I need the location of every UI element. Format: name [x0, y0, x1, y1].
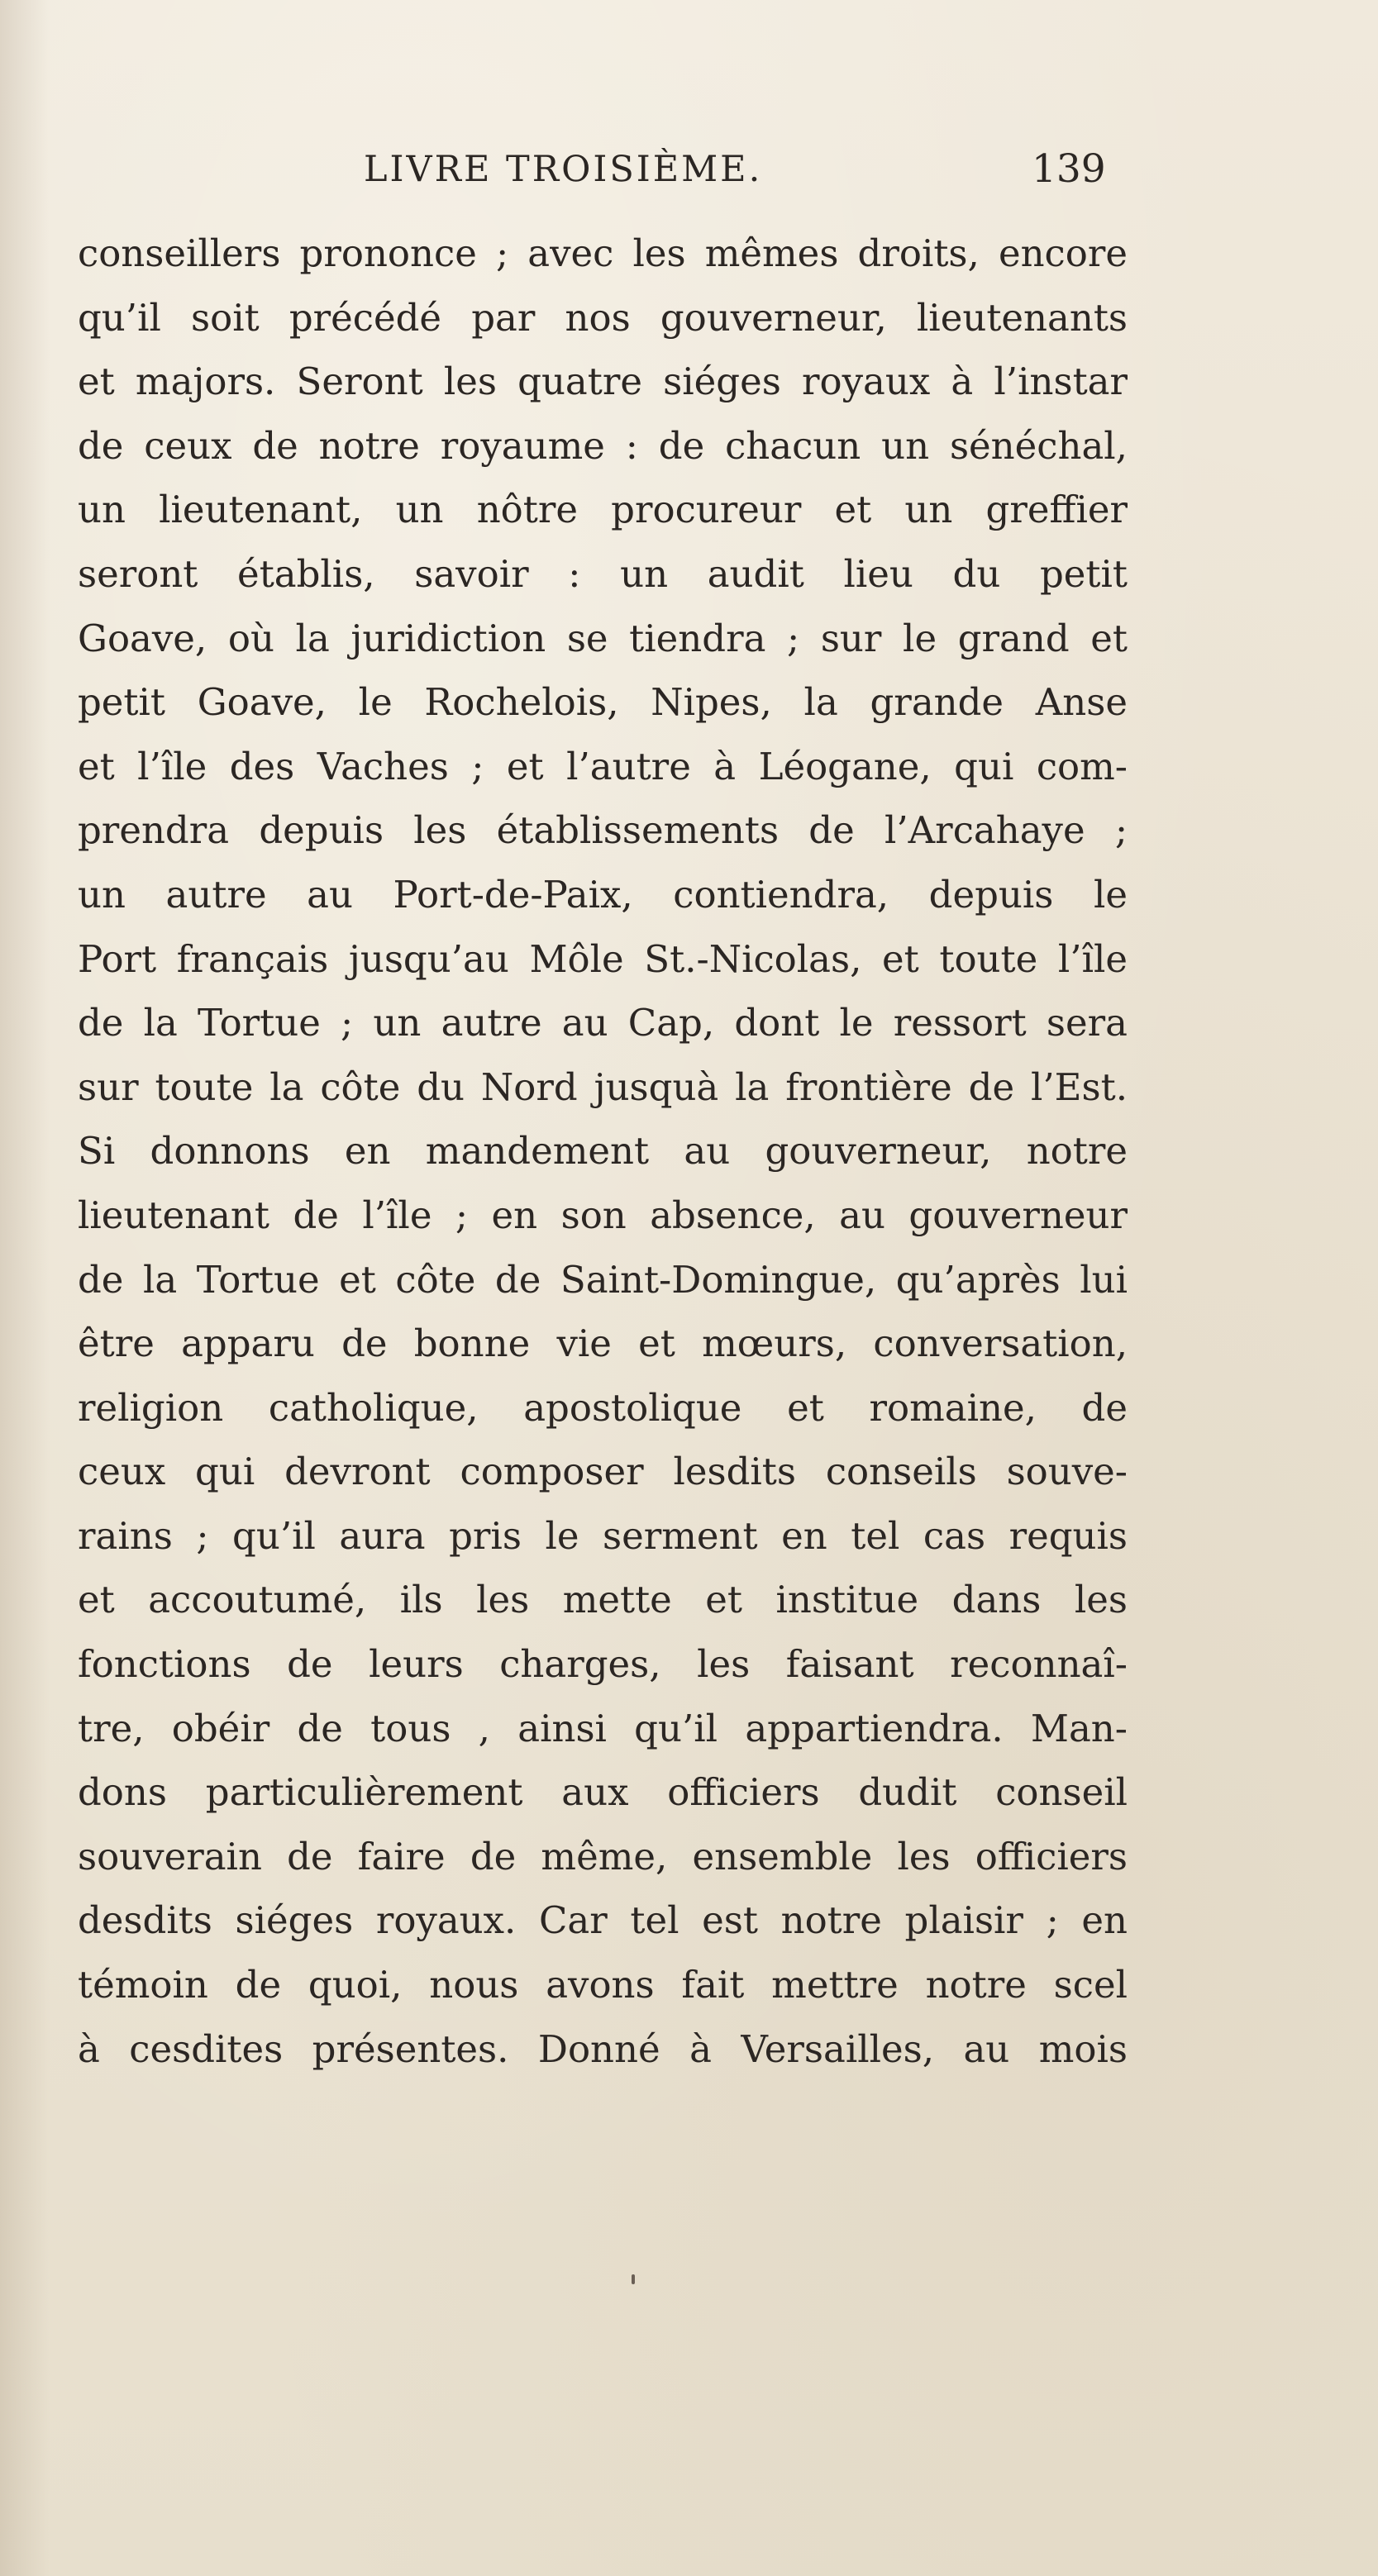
running-head — [0, 140, 1378, 198]
text-line: qu’il soit précédé par nos gouverneur, lieutenants — [78, 295, 1128, 340]
text-line: de la Tortue ; un autre au Cap, dont le ressort sera — [78, 1001, 1128, 1045]
text-line: témoin de quoi, nous avons fait mettre notre scel — [78, 1963, 1128, 2007]
text-line: être apparu de bonne vie et mœurs, conversation, — [78, 1321, 1128, 1366]
text-line: Si donnons en mandement au gouverneur, notre — [78, 1129, 1128, 1174]
text-line: conseillers prononce ; avec les mêmes droits, encore — [78, 231, 1128, 275]
page-number: 139 — [1032, 146, 1106, 192]
text-line: fonctions de leurs charges, les faisant reconnaî- — [78, 1642, 1128, 1687]
text-line: seront établis, savoir : un audit lieu du petit — [78, 551, 1128, 596]
running-title: LIVRE TROISIÈME. — [364, 149, 763, 190]
page-gutter-shadow — [0, 0, 50, 2576]
text-line: petit Goave, le Rochelois, Nipes, la grande Anse — [78, 680, 1128, 725]
text-line: un lieutenant, un nôtre procureur et un greffier — [78, 488, 1128, 532]
text-line: prendra depuis les établissements de l’Arcahaye ; — [78, 808, 1128, 853]
text-line: de ceux de notre royaume : de chacun un sénéchal, — [78, 423, 1128, 468]
text-line: Goave, où la juridiction se tiendra ; sur le grand et — [78, 616, 1128, 660]
text-line: tre, obéir de tous , ainsi qu’il appartiendra. Man- — [78, 1706, 1128, 1750]
text-line: rains ; qu’il aura pris le serment en tel cas requis — [78, 1513, 1128, 1558]
text-line: à cesdites présentes. Donné à Versailles, au mois — [78, 2026, 1128, 2071]
ink-speck — [632, 2274, 635, 2284]
text-line: Port français jusqu’au Môle St.-Nicolas, et toute l’île — [78, 936, 1128, 981]
text-line: religion catholique, apostolique et romaine, de — [78, 1385, 1128, 1430]
text-line: desdits siéges royaux. Car tel est notre plaisir ; en — [78, 1898, 1128, 1943]
text-line: sur toute la côte du Nord jusquà la frontière de l’Est. — [78, 1064, 1128, 1109]
text-line: et accoutumé, ils les mette et institue dans les — [78, 1578, 1128, 1622]
text-line: de la Tortue et côte de Saint-Domingue, qu’après lui — [78, 1257, 1128, 1302]
text-line: un autre au Port-de-Paix, contiendra, depuis le — [78, 872, 1128, 917]
text-line: souverain de faire de même, ensemble les officiers — [78, 1834, 1128, 1878]
text-line: et majors. Seront les quatre siéges royaux à l’instar — [78, 359, 1128, 404]
text-line: lieutenant de l’île ; en son absence, au gouverneur — [78, 1193, 1128, 1237]
text-line: et l’île des Vaches ; et l’autre à Léogane, qui com- — [78, 744, 1128, 788]
text-line: dons particulièrement aux officiers dudit conseil — [78, 1770, 1128, 1815]
text-line: ceux qui devront composer lesdits conseils souve- — [78, 1450, 1128, 1494]
body-text — [78, 221, 1128, 2081]
